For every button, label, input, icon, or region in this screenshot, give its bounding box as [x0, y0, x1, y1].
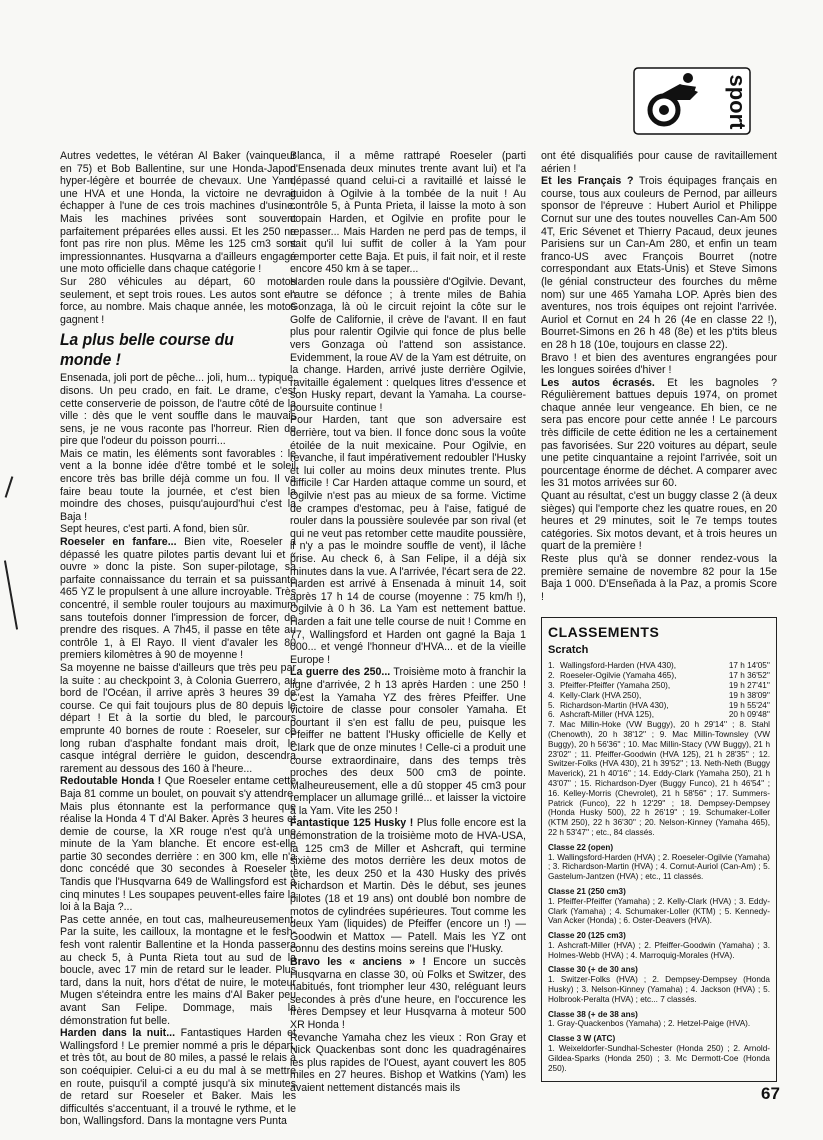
classements-box: [541, 617, 777, 1082]
paragraph-lead: Bravo les « anciens » !: [290, 956, 426, 968]
result-time: 17 h 14'05'': [728, 661, 770, 671]
page-number: 67: [761, 1084, 780, 1103]
class-title: Classe 38 (+ de 38 ans): [548, 1009, 638, 1019]
paragraph-text: Fantastiques Harden et Wallingsford ! Le premier nommé a pris le départ, et très tôt, au bout de 80 miles, a passé le relais à son coéquipier. Celui-ci a eu du mal à se mettre en route, puisqu'il a compté jusqu'à six minutes de retard sur Roeseler et Baker. Mais les difficultés s'accentuant, il a trouvé le rythme, et le bon, Wallingsford. Dans la montagne vers Punta: [60, 1027, 296, 1128]
result-rank: 5.: [548, 700, 555, 710]
paragraph-lead: Roeseler en fanfare...: [60, 536, 177, 549]
result-team: Kelly-Clark (HVA 250),: [560, 690, 642, 700]
paragraph: [541, 352, 777, 377]
scratch-rest: 7. Mac Millin-Hoke (VW Buggy), 20 h 29'14'' ; 8. Stahl (Chenowth), 20 h 38'12'' ; 9. Mac Millin-Townsley (VW Buggy), 20 h 56'36'' ; 10. Mac Millin-Stacy (VW Buggy), 21 h 23'02'' ; 11. Pfeiffer-Goodwin (HVA 125), 21 h 28'35'' ; 12. Switzer-Folks (HVA 430), 21 h 39'52'' ; 13. Neth-Neth (Buggy Maverick), 21 h 40'16'' ; 14. Eddy-Clark (Yamaha 250), 21 h 43'07'' ; 15. Richardson-Dyer (Buggy Funco), 21 h 46'54'' ; 16. Kelley-Morris (Chevrolet), 21 h 58'56'' ; 17. Summers-Patrick (Funco), 22 h 12'29'' ; 18. Dempsey-Dempsey (Honda Husky 500), 22 h 26'19'' ; 19. Schumaker-Loller (KTM 250), 22 h 36'30'' ; 20. Nelson-Kinney (Yamaha 465), 22 h 53'47'' ; etc., 84 classés.: [548, 720, 770, 837]
result-row: [548, 671, 770, 681]
paragraph-text: Pour Harden, tant que son adversaire est derrière, tout va bien. Il fonce donc sous la voûte étoilée de la nuit mexicaine. Pour Ogilvie, en revanche, il faut impérativement redoubler l'Husky et lui coller au moins deux minutes trente. Plus difficile ! Car Harden attaque comme un sourd, et Ogilvie n'est pas au mieux de sa forme. Victime de crampes d'estomac, peu à l'aise, fatigué de rouler dans la poussière soulevée par son rival (et qui ne veut pas retomber cette maudite poussière, il n'y a pas le moindre souffle de vent), il lâche prise. Au check 6, à San Felipe, il a déjà six minutes dans la vue. A l'arrivée, l'écart sera de 22. Harden est arrivé à Ensenada à minuit 14, soit après 17 h 14 de course (moyenne : 75 km/h !), Ogilvie à 0 h 36. La Yam est nettement battue. Harden a fait une telle course de nuit ! Comme en 77, Wallingsford et Harden ont gagné la Baja 1 000... et vengé l'honneur d'HVA... et de la vieille Europe !: [290, 414, 526, 666]
class-results: 1. Pfeiffer-Pfeiffer (Yamaha) ; 2. Kelly-Clark (HVA) ; 3. Eddy-Clark (Yamaha) ; 4. Schumaker-Loller (KTM) ; 5. Kennedy-Van Acker (Honda) ; 6. Oster-Deavers (HVA).: [548, 896, 770, 926]
result-row: [548, 710, 770, 720]
paragraph-text: Sept heures, c'est parti. A fond, bien sûr.: [60, 523, 250, 536]
result-row: [548, 701, 770, 711]
paragraph: [290, 817, 526, 956]
result-rank: 3.: [548, 680, 555, 690]
paragraph: [541, 553, 777, 603]
sport-logo: [632, 66, 752, 136]
class-title: Classe 3 W (ATC): [548, 1034, 616, 1044]
class-results: 1. Wallingsford-Harden (HVA) ; 2. Roeseler-Ogilvie (Yamaha) ; 3. Richardson-Martin (HVA) ; 4. Cornut-Auriol (Can-Am) ; 5. Gastelum-Jantzen (HVA) ; etc., 11 classés.: [548, 852, 770, 882]
paragraph-text: Sur 280 véhicules au départ, 60 motos seulement, et sept trois roues. Les autos sont en force, au nombre. Mais chaque année, les motos gagnent !: [60, 275, 296, 326]
result-rank: 1.: [548, 661, 555, 671]
paragraph-text: Que Roeseler entame cette Baja 81 comme un boulet, on pouvait s'y attendre. Mais plus étonnante est la performance que réalise la Honda 4 T d'Al Baker. Après 3 heures et demie de course, la XR rouge n'est qu'à une minute de la Yam blanche. Et encore est-elle partie 30 secondes derrière : en 300 km, elle n'a donc concédé que 30 secondes à Roeseler ! Tandis que l'Husqvarna 649 de Wallingsford est à cinq minutes ! Les soupapes peuvent-elles faire la loi à la Baja ?...: [60, 775, 296, 914]
result-team: Richardson-Martin (HVA 430),: [560, 700, 669, 710]
result-rank: 2.: [548, 671, 555, 681]
paragraph-text: Quant au résultat, c'est un buggy classe 2 (à deux sièges) qui l'emporte chez les quatre roues, en 20 heures et 29 minutes, soit le 7e temps toutes catégories. Six motos devant, et à trois heures un quart de la première !: [541, 490, 777, 553]
result-time: 19 h 27'41'': [728, 680, 770, 690]
margin-mark: [5, 476, 14, 498]
class-results: 1. Ashcraft-Miller (HVA) ; 2. Pfeiffer-Goodwin (Yamaha) ; 3. Holmes-Webb (HVA) ; 4. Marroquig-Morales (HVA).: [548, 940, 770, 960]
paragraph: [60, 662, 296, 775]
paragraph: [60, 448, 296, 524]
paragraph: [541, 150, 777, 175]
class-title: Classe 20 (125 cm3): [548, 931, 626, 941]
paragraph: [290, 1032, 526, 1095]
class-title: Classe 22 (open): [548, 842, 614, 852]
paragraph-text: Ensenada, joli port de pêche... joli, hum... typique, disons. Un peu crado, en fait. Le drame, c'est cette conserverie de poisson, de l'autre côté de la ville : dès que le vent souffle dans le mauvais sens, je ne vous raconte pas l'horreur. Rien de pire que l'odeur du poisson pourri...: [60, 372, 296, 448]
paragraph: [60, 523, 296, 536]
paragraph-text: Blanca, il a même rattrapé Roeseler (parti d'Ensenada deux minutes trente avant lui) et l'a dépassé quand celui-ci a ravitaillé et laissé le guidon à Ogilvie à la tombée de la nuit ! Au contrôle 5, à Punta Prieta, il laisse la moto à son copain Harden, et Ogilvie en profite pour le repasser... Mais Harden ne perd pas de temps, il sait qu'il lui suffit de coller à la Yam pour remporter cette Baja. Et puis, il fait noir, et il reste encore 450 km à se taper...: [290, 150, 526, 276]
result-row: [548, 661, 770, 671]
paragraph: [290, 956, 526, 1032]
result-team: Roeseler-Ogilvie (Yamaha 465),: [560, 671, 677, 681]
margin-mark: [4, 560, 18, 629]
class-title: Classe 21 (250 cm3): [548, 886, 626, 896]
paragraph-text: Trois équipages français en course, tous aux couleurs de Pernod, par ailleurs sponsor de l'épreuve : Hubert Auriol et Philippe Cornut sur une des toutes nouvelles Can-Am 500 4T, Eric Sévenet et Thierry Pacaud, deux jeunes Parisiens sur un Can-Am 280, et enfin un team franco-US avec François Bourret (notre correspondant aux Etats-Unis) et Steve Simons (le génial constructeur des fourches du même nom) sur une 465 Yamaha LOP. Après bien des aventures, nos trois équipes ont rejoint l'arrivée. Auriol et Cornut en 24 h 26 (4e en classe 22 !), Bourret-Simons en 26 h 48 (8e) et les p'tits bleus en 28 h 18 (10e, toujours en classe 22).: [541, 175, 777, 351]
paragraph: [60, 775, 296, 914]
paragraph-text: Sa moyenne ne baisse d'ailleurs que très peu par la suite : au checkpoint 3, à Colonia Guerrero, au bord de l'Océan, il arrive après 3 heures 39 de course. Ce qui fait toujours plus de 80 depuis le départ ! Et à la sortie du bled, le parcours emprunte 40 bornes de route : Roeseler, sur ce long ruban d'asphalte fondant mais droit, le casque intégral derrière le guidon, descendra rarement au dessous des 160 à l'heure...: [60, 661, 296, 775]
paragraph: [541, 377, 777, 490]
result-rank: 4.: [548, 690, 555, 700]
paragraph: [541, 490, 777, 553]
paragraph-text: ont été disqualifiés pour cause de ravitaillement aérien !: [541, 150, 777, 175]
section-heading: La plus belle course du monde !: [60, 330, 234, 370]
paragraph-lead: La guerre des 250...: [290, 666, 391, 679]
paragraph-text: Reste plus qu'à se donner rendez-vous la première semaine de novembre 82 pour la 15e Baja 1 000. D'Enseñada à la Paz, a promis Score !: [541, 553, 777, 603]
paragraph-text: Autres vedettes, le vétéran Al Baker (vainqueur en 75) et Bob Ballentine, sur une Honda-Japon hyper-légère et bourrée de chevaux. Une Yam, une HVA et une Honda, la victoire ne devrait échapper à l'une de ces trois machines d'usine. Mais les machines privées sont souvent parfaitement préparées elles aussi. Et les 250 ne font pas rire non plus. Même les 125 cm3 sont impressionnantes. Husqvarna a d'ailleurs engagé une moto officielle dans chaque catégorie !: [60, 150, 296, 276]
paragraph-text: Bien vite, Roeseler a dépassé les quatre pilotes partis devant lui et « ouvre » donc la piste. Son super-pilotage, sa parfaite connaissance du terrain et sa puissante 465 YZ le propulsent à une allure incroyable. Très concentré, il semble rouler toujours au maximum sans toutefois donner l'impression de forcer, de prendre des risques. A 7h45, il passe en tête au contrôle 1, à El Rayo. Il vient d'avaler les 80 premiers kilomètres à 90 de moyenne !: [60, 536, 296, 662]
class-title: Classe 30 (+ de 30 ans): [548, 965, 638, 975]
paragraph: [290, 276, 526, 415]
class-results: 1. Weixeldorfer-Sundhal-Schester (Honda 250) ; 2. Arnold-Gildea-Sparks (Honda 250) ; 3. Mc Dermott-Coe (Honda 250).: [548, 1044, 770, 1073]
column-2: [290, 150, 526, 1095]
paragraph: [290, 666, 526, 817]
result-row: [548, 681, 770, 691]
column-3: [541, 150, 777, 1082]
result-time: 17 h 36'52'': [728, 671, 770, 681]
paragraph-text: Plus folle encore est la démonstration de la troisième moto de HVA-USA, la 125 cm3 de Miller et Ashcraft, qui termine sixième des motos derrière les deux motos de tête, les deux 250 et la 430 Husky des privés Richardson et Martin. Dès le début, ses jeunes pilotes (18 et 19 ans) ont doublé bon nombre de motos de cylindrées supérieures. Tout comme les deux Yam (liquides) de Pfeiffer (encore un !) — Goodwin et Mattox — Patell. Mais les YZ ont connu des destins moins sereins que l'Husky.: [290, 817, 527, 956]
box-title: CLASSEMENTS: [548, 624, 660, 641]
paragraph-text: Bravo ! et bien des aventures engrangées pour les longues soirées d'hiver !: [541, 351, 777, 377]
class-results: 1. Switzer-Folks (HVA) ; 2. Dempsey-Dempsey (Honda Husky) ; 3. Nelson-Kinney (Yamaha) ; 4. Jackson (HVA) ; 5. Holbrook-Peralta (HVA) ; etc... 7 classés.: [548, 975, 770, 1004]
paragraph-lead: Harden dans la nuit...: [60, 1027, 176, 1040]
paragraph: [541, 175, 777, 351]
result-team: Ashcraft-Miller (HVA 125),: [560, 710, 655, 720]
paragraph: [60, 536, 296, 662]
paragraph-text: Troisième moto à franchir la ligne d'arrivée, 2 h 13 après Harden : une 250 ! C'est la Yamaha YZ des frères Pfeiffer. Une victoire de classe pour consoler Yamaha. Et pourtant il s'en est fallu de peu, puisque les Pfeiffer ne battent l'Husky officielle de Kelly et Clark que de onze minutes ! Celle-ci a produit une course extraordinaire, dans des temps très proches des deux 500 cm3 de pointe. Malheureusement, elle a dû stopper 45 cm3 pour remplacer un allumage grillé... et laisser la victoire à la Yam. Vite les 250 !: [290, 666, 526, 817]
paragraph-text: Revanche Yamaha chez les vieux : Ron Gray et Nick Quackenbas sont donc les quadragénaires les plus rapides de l'Ouest, ayant couvert les 805 miles en 27 heures. Bishop et Watkins (Yam) les avaient nettement distancés mais ils: [290, 1031, 526, 1094]
paragraph-text: Encore un succès Husqvarna en classe 30, où Folks et Switzer, des habitués, font triompher leur 430, reléguant leurs secondes à près d'une heure, en l'occurence les frères Dempsey et leur Husqvarna à moteur 500 XR Honda !: [290, 956, 526, 1031]
paragraph-text: Pas cette année, en tout cas, malheureusement. Par la suite, les cailloux, la montagne et le fesh-fesh vont ralentir Ballentine et la Honda passera au check 5, à Punta Rieta tout au sud de la boucle, avec 17 min de retard sur le leader. Plus tard, dans la nuit, hors d'état de nuire, le moteur Mugen s'éteindra entre les mains d'Al Baker peu avant San Felipe. Dommage, mais la démonstration fut belle.: [60, 913, 296, 1027]
column-1: [60, 150, 296, 1128]
result-team: Pfeiffer-Pfeiffer (Yamaha 250),: [560, 680, 671, 690]
paragraph-text: Harden roule dans la poussière d'Ogilvie. Devant, l'autre se défonce ; à trente miles de Bahia Gonzaga, là où le circuit rejoint la côte sur le Golfe de Californie, il crève de l'avant. Il en faut plus pour ralentir Ogilvie qui fonce de plus belle vers Gonzaga où l'attend son assistance. Evidemment, la roue AV de la Yam est détruite, on la change. Harden, arrivé juste derrière Ogilvie, ravitaille également : quelques litres d'essence et son Husky repart, devant la Yamaha. La course-poursuite continue !: [290, 275, 526, 414]
logo-text: sport: [725, 74, 750, 130]
paragraph: [60, 1027, 296, 1128]
paragraph-lead: Les autos écrasés.: [541, 376, 655, 389]
scratch-top6: [548, 661, 770, 720]
result-time: 19 h 38'09'': [728, 690, 770, 700]
paragraph-lead: Fantastique 125 Husky !: [290, 817, 414, 830]
paragraph: [290, 414, 526, 666]
result-row: [548, 691, 770, 701]
class-results: 1. Gray-Quackenbos (Yamaha) ; 2. Hetzel-Paige (HVA).: [548, 1019, 751, 1029]
paragraph: [60, 150, 296, 276]
paragraph-text: Mais ce matin, les éléments sont favorables : le vent a la bonne idée d'être tombé et le soleil encore très bas brille déjà comme un fou. Il va faire beau toute la journée, et c'est bien la moindre des choses, puisqu'aujourd'hui c'est la Baja !: [60, 447, 296, 523]
result-rank: 6.: [548, 710, 555, 720]
box-subtitle: Scratch: [548, 644, 589, 657]
paragraph-lead: Redoutable Honda !: [60, 775, 162, 788]
paragraph: [60, 276, 296, 326]
result-time: 19 h 55'24'': [728, 700, 770, 710]
result-team: Wallingsford-Harden (HVA 430),: [560, 661, 677, 671]
paragraph: [60, 914, 296, 1027]
paragraph-lead: Et les Français ?: [541, 175, 634, 188]
paragraph: [290, 150, 526, 276]
paragraph: [60, 372, 296, 448]
result-time: 20 h 09'48'': [728, 710, 770, 720]
paragraph-text: Et les bagnoles ? Régulièrement battues depuis 1974, on promet chaque année leur vengeance. Eh bien, ce ne sera pas encore pour cette année ! Le parcours très difficile de cette édition ne les a certainement pas favorisées. Sur 220 voitures au départ, seule une petite cinquantaine a rejoint l'arrivée, soit un pourcentage énorme de déchet. A comparer avec les 31 motos arrivées sur 60.: [541, 376, 778, 490]
